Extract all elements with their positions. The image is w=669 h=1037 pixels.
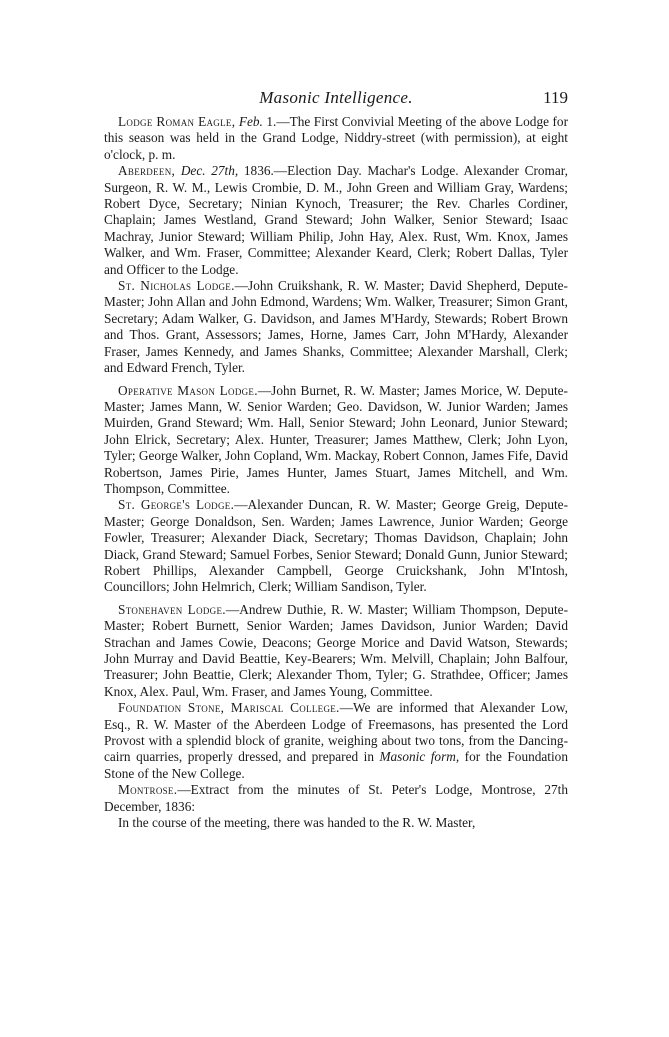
paragraph-roman-eagle bbox=[104, 114, 568, 163]
running-title: Masonic Intelligence. bbox=[259, 88, 413, 107]
emphasis: Masonic form, bbox=[379, 749, 460, 765]
lodge-heading: Stonehaven Lodge. bbox=[118, 601, 226, 617]
lodge-heading: St. Nicholas Lodge. bbox=[118, 278, 235, 294]
paragraph-text: —Alexander Duncan, R. W. Master; George Greig, Depute-Master; George Donaldson, Sen. Warden; James Lawrence, Junior Warden; George Fowler, Treasurer; Alexander Diack, Secretary; Thomas Davidson, Chaplain; John Diack, Grand Steward; Samuel Forbes, Senior Steward; Donald Gunn, Junior Steward; Robert Phillips, Alexander Campbell, George Cruickshank, John M'Intosh, Councillors; John Helmrich, Clerk; William Sandison, Tyler. bbox=[104, 497, 568, 595]
paragraph-stonehaven bbox=[104, 602, 568, 700]
paragraph-foundation-stone bbox=[104, 700, 568, 782]
paragraph-aberdeen bbox=[104, 163, 568, 278]
page-number: 119 bbox=[543, 88, 568, 107]
paragraph-text: 1836.—Election Day. Machar's Lodge. Alexander Cromar, Surgeon, R. W. M., Lewis Crombie, D. M., John Green and William Gray, Wardens; Robert Dyce, Secretary; Ninian Kynoch, Treasurer; the Rev. Charles Cordiner, Chaplain; James Westland, Grand Steward; John Walker, Senior Steward; Isaac Machray, Junior Steward; William Philip, John Hay, Alex. Rust, Wm. Knox, James Walker, and Wm. Fraser, Committee; Alexander Keard, Clerk; Robert Dallas, Tyler and Officer to the Lodge. bbox=[104, 163, 568, 277]
paragraph-montrose bbox=[104, 782, 568, 815]
lodge-heading: Operative Mason Lodge. bbox=[118, 382, 258, 398]
paragraph-st-nicholas bbox=[104, 278, 568, 376]
paragraph-text: In the course of the meeting, there was handed to the R. W. Master, bbox=[118, 815, 476, 831]
paragraph-operative-mason bbox=[104, 383, 568, 498]
paragraph-text: —We are informed that Alexander Low, Esq., R. W. Master of the Aberdeen Lodge of Freemasons, has presented the Lord Provost with a splendid block of granite, weighing about two tons, from the Dancing-cairn quarries, properly dressed, and prepared in bbox=[104, 700, 568, 765]
article-body bbox=[104, 114, 568, 831]
paragraph-text: —John Cruikshank, R. W. Master; David Shepherd, Depute-Master; John Allan and John Edmond, Wardens; Wm. Walker, Treasurer; Simon Grant, Secretary; Adam Walker, G. Davidson, and James M'Hardy, Stewards; Robert Brown and Thos. Grant, Assessors; James, Horne, James Carr, John M'Hardy, Alexander Fraser, James Kennedy, and James Shanks, Committee; Alexander Marshall, Clerk; and Edward French, Tyler. bbox=[104, 278, 568, 376]
place-heading: Montrose. bbox=[118, 782, 178, 798]
section-heading: Foundation Stone, Mariscal College. bbox=[118, 700, 340, 716]
paragraph-text: 1.—The First Convivial Meeting of the above Lodge for this season was held in the Grand Lodge, Niddry-street (with permission), at eight o'clock, p. m. bbox=[104, 114, 569, 162]
paragraph-text: —Extract from the minutes of St. Peter's Lodge, Montrose, 27th December, 1836: bbox=[104, 782, 568, 814]
page-header bbox=[104, 88, 568, 114]
paragraph-meeting bbox=[104, 815, 568, 831]
paragraph-text: —John Burnet, R. W. Master; James Morice, W. Depute-Master; James Mann, W. Senior Warden; Geo. Davidson, W. Junior Warden; James Muirden, Grand Steward; Wm. Hall, Senior Steward; John Leonard, Junior Steward; John Elrick, Secretary; Alex. Hunter, Treasurer; James Matthew, Clerk; John Lyon, Tyler; George Walker, John Copland, Wm. Mackay, Robert Connon, James Fife, David Robertson, James Pirie, James Hunter, James Stuart, James Mitchell, and Wm. Thompson, Committee. bbox=[104, 382, 568, 496]
date: Dec. 27th, bbox=[180, 163, 239, 179]
paragraph-text: for the Foundation Stone of the New College. bbox=[104, 749, 568, 781]
lodge-heading: Lodge Roman Eagle, bbox=[118, 114, 236, 129]
date: Feb. bbox=[238, 114, 263, 129]
paragraph-text: —Andrew Duthie, R. W. Master; William Thompson, Depute-Master; Robert Burnett, Senior Warden; James Davidson, Junior Warden; David Strachan and James Cowie, Deacons; George Morice and David Watson, Stewards; John Murray and David Beattie, Key-Bearers; Wm. Melvill, Chaplain; John Balfour, Treasurer; John Beattie, Clerk; Alexander Thom, Tyler; G. Strathdee, Officer; James Knox, Alex. Paul, Wm. Fraser, and James Young, Committee. bbox=[104, 601, 568, 699]
place-heading: Aberdeen, bbox=[118, 163, 176, 179]
lodge-heading: St. George's Lodge. bbox=[118, 497, 235, 513]
paragraph-st-george bbox=[104, 497, 568, 595]
